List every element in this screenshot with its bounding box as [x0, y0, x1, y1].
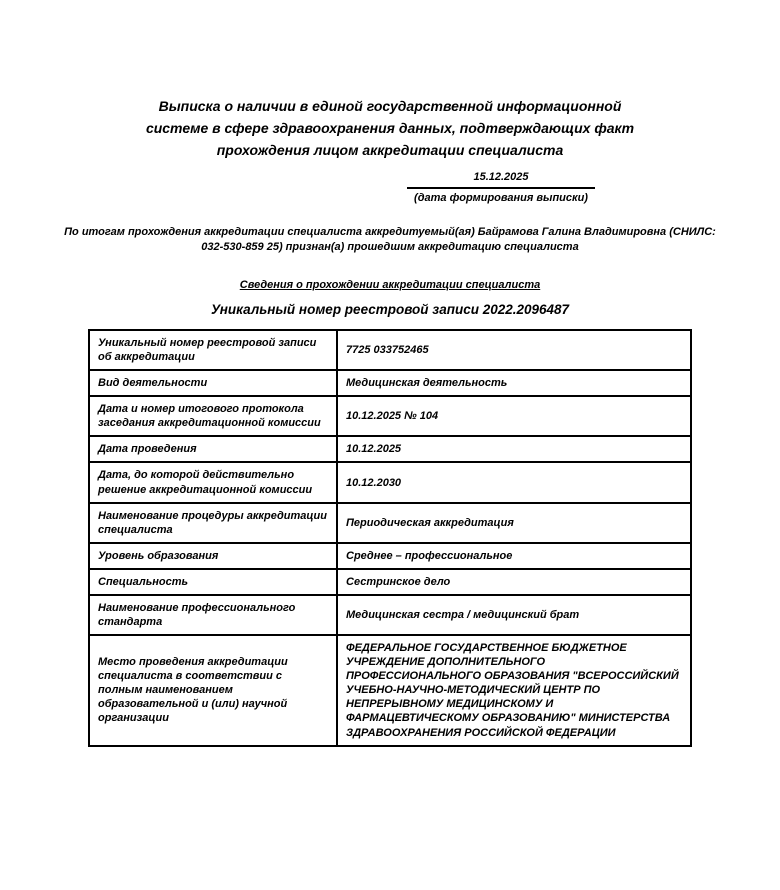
row-label: Дата, до которой действительно решение аккредитационной комиссии — [89, 462, 337, 502]
document-title: Выписка о наличии в единой государственной информационной системе в сфере здравоохранения данных, подтверждающих факт прохождения лицом аккредитации специалиста — [145, 98, 635, 158]
row-label: Уникальный номер реестровой записи об аккредитации — [89, 330, 337, 370]
table-row — [89, 569, 691, 595]
registry-number-line: Уникальный номер реестровой записи 2022.2096487 — [210, 302, 570, 317]
table-row — [89, 330, 691, 370]
table-row — [89, 396, 691, 436]
row-value: Медицинская деятельность — [337, 370, 691, 396]
row-value: 10.12.2025 № 104 — [337, 396, 691, 436]
row-label: Место проведения аккредитации специалиста в соответствии с полным наименованием образовательной и (или) научной организации — [89, 635, 337, 746]
table-row — [89, 595, 691, 635]
formation-date-value: 15.12.2025 — [407, 170, 595, 189]
row-value: Периодическая аккредитация — [337, 503, 691, 543]
row-label: Наименование профессионального стандарта — [89, 595, 337, 635]
table-row — [89, 543, 691, 569]
row-label: Дата проведения — [89, 436, 337, 462]
row-label: Наименование процедуры аккредитации специалиста — [89, 503, 337, 543]
row-value: 10.12.2030 — [337, 462, 691, 502]
row-value: Среднее – профессиональное — [337, 543, 691, 569]
row-value: 7725 033752465 — [337, 330, 691, 370]
section-heading: Сведения о прохождении аккредитации специалиста — [239, 279, 541, 291]
row-label: Специальность — [89, 569, 337, 595]
table-row — [89, 436, 691, 462]
table-row — [89, 370, 691, 396]
row-value: ФЕДЕРАЛЬНОЕ ГОСУДАРСТВЕННОЕ БЮДЖЕТНОЕ УЧРЕЖДЕНИЕ ДОПОЛНИТЕЛЬНОГО ПРОФЕССИОНАЛЬНОГО ОБРАЗОВАНИЯ "ВСЕРОССИЙСКИЙ УЧЕБНО-НАУЧНО-МЕТОДИЧЕСКИЙ ЦЕНТР ПО НЕПРЕРЫВНОМУ МЕДИЦИНСКОМУ И ФАРМАЦЕВТИЧЕСКОМУ ОБРАЗОВАНИЮ" МИНИСТЕРСТВА ЗДРАВООХРАНЕНИЯ РОССИЙСКОЙ ФЕДЕРАЦИИ — [337, 635, 691, 746]
row-value: 10.12.2025 — [337, 436, 691, 462]
formation-date-block — [407, 170, 595, 206]
row-label: Дата и номер итогового протокола заседания аккредитационной комиссии — [89, 396, 337, 436]
row-value: Медицинская сестра / медицинский брат — [337, 595, 691, 635]
row-label: Уровень образования — [89, 543, 337, 569]
row-label: Вид деятельности — [89, 370, 337, 396]
table-row — [89, 503, 691, 543]
table-row — [89, 635, 691, 746]
row-value: Сестринское дело — [337, 569, 691, 595]
formation-date-caption: (дата формирования выписки) — [414, 192, 588, 204]
accreditation-table — [88, 329, 692, 747]
intro-paragraph: По итогам прохождения аккредитации специалиста аккредитуемый(ая) Байрамова Галина Владимировна (СНИЛС: 032-530-859 25) признан(а) прошедшим аккредитацию специалиста — [64, 226, 716, 253]
table-row — [89, 462, 691, 502]
